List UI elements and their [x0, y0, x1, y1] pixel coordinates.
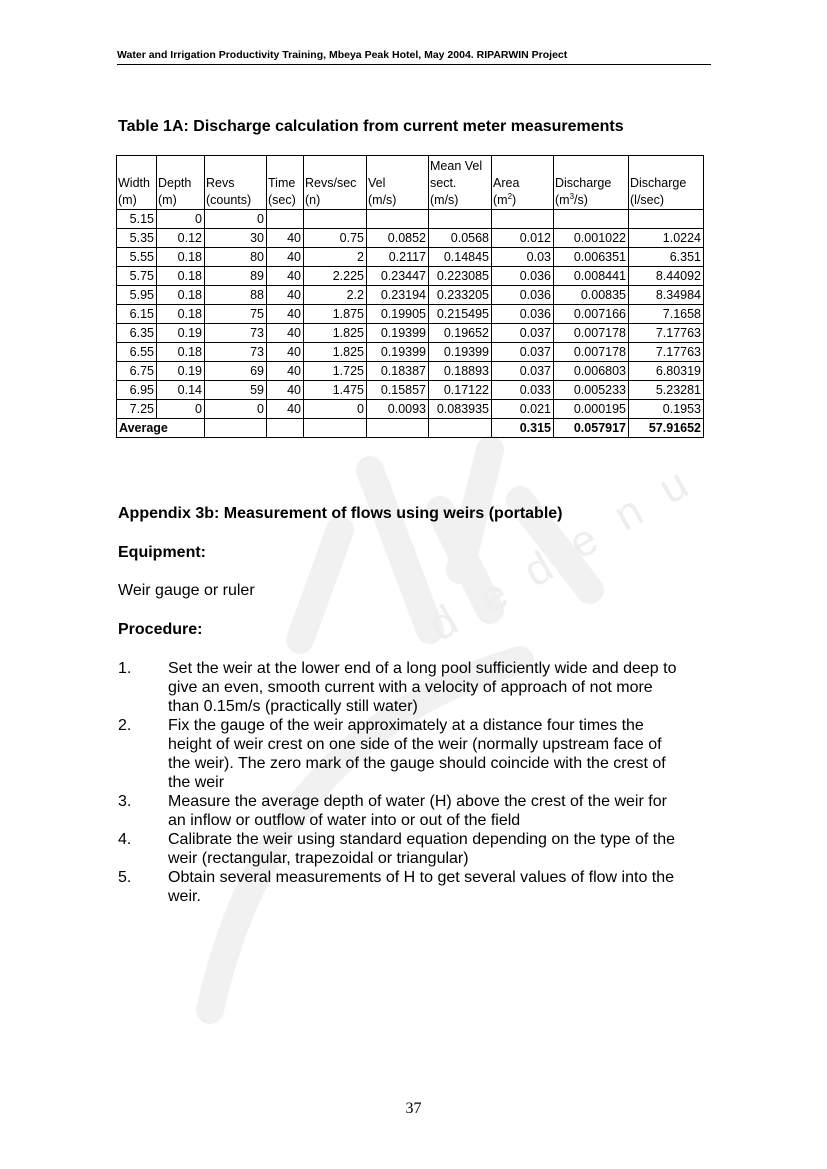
svg-text:e: e — [470, 568, 517, 624]
table-cell: 0.0093 — [367, 400, 429, 419]
table-cell: 0.007166 — [554, 305, 629, 324]
table-cell: 0.18 — [157, 248, 205, 267]
column-header-line2: sect. — [430, 176, 457, 190]
step-number: 4. — [118, 831, 132, 848]
table-cell: 73 — [205, 324, 267, 343]
table-cell: 89 — [205, 267, 267, 286]
step-text-line: weir (rectangular, trapezoidal or triangular) — [168, 850, 469, 867]
column-header — [117, 156, 157, 210]
table-cell — [367, 210, 429, 229]
unit-exponent: 3 — [569, 191, 575, 201]
step-text-line: an inflow or outflow of water into or out of the field — [168, 812, 521, 829]
table-cell: 5.55 — [117, 248, 157, 267]
table-cell: 40 — [267, 229, 304, 248]
table-cell: 6.95 — [117, 381, 157, 400]
step-text-line: the weir). The zero mark of the gauge should coincide with the crest of — [168, 755, 666, 772]
table-cell: 0.021 — [492, 400, 554, 419]
table-cell: 6.80319 — [629, 362, 704, 381]
table-cell — [205, 419, 267, 438]
table-cell: 0.036 — [492, 286, 554, 305]
equipment-text: Weir gauge or ruler — [118, 582, 255, 599]
table-cell: 0.000195 — [554, 400, 629, 419]
table-cell: 40 — [267, 324, 304, 343]
column-header — [367, 156, 429, 210]
table-cell: 7.17763 — [629, 343, 704, 362]
table-cell: 0.03 — [492, 248, 554, 267]
column-header — [304, 156, 367, 210]
column-header — [629, 156, 704, 210]
table-cell — [267, 419, 304, 438]
table-cell — [492, 210, 554, 229]
step-text-line: Set the weir at the lower end of a long pool sufficiently wide and deep to — [168, 660, 677, 677]
table-cell: 0.036 — [492, 267, 554, 286]
table-row — [117, 400, 704, 419]
step-text-line: Calibrate the weir using standard equation depending on the type of the — [168, 831, 676, 848]
table-row — [117, 305, 704, 324]
table-cell: 40 — [267, 248, 304, 267]
step-number: 2. — [118, 717, 132, 734]
table-cell: 0.083935 — [429, 400, 492, 419]
table-cell: 0.23194 — [367, 286, 429, 305]
column-header-line1 — [158, 158, 202, 175]
column-header-line3: (n) — [305, 193, 321, 207]
table-cell: 80 — [205, 248, 267, 267]
table-cell: 88 — [205, 286, 267, 305]
table-cell: 7.25 — [117, 400, 157, 419]
table-cell: 6.75 — [117, 362, 157, 381]
table-cell: 30 — [205, 229, 267, 248]
table-cell: 40 — [267, 400, 304, 419]
column-header — [554, 156, 629, 210]
table-cell: 0.18 — [157, 343, 205, 362]
table-cell: 0.12 — [157, 229, 205, 248]
table-cell: 0.00835 — [554, 286, 629, 305]
table-cell: 40 — [267, 343, 304, 362]
table-cell: 0.223085 — [429, 267, 492, 286]
procedure-step — [118, 868, 708, 906]
column-header-line2: Area — [493, 176, 520, 190]
table-cell: 40 — [267, 267, 304, 286]
column-header-line2: Width — [118, 176, 150, 190]
table-cell: 0 — [205, 210, 267, 229]
table-cell: 8.34984 — [629, 286, 704, 305]
table-cell: 2.2 — [304, 286, 367, 305]
table-cell: 2 — [304, 248, 367, 267]
table-cell: 0.033 — [492, 381, 554, 400]
table-cell: 0.007178 — [554, 343, 629, 362]
column-header-line1 — [368, 158, 426, 175]
table-cell: 0.037 — [492, 324, 554, 343]
column-header — [205, 156, 267, 210]
table-cell: 0.15857 — [367, 381, 429, 400]
table-row — [117, 286, 704, 305]
table-cell — [629, 210, 704, 229]
table-cell: 0.18 — [157, 267, 205, 286]
table-cell: 0.037 — [492, 362, 554, 381]
procedure-heading: Procedure: — [118, 621, 203, 638]
procedure-list — [118, 659, 708, 906]
step-text-line: the weir — [168, 774, 225, 791]
table-cell: 0.006351 — [554, 248, 629, 267]
step-text-line: Measure the average depth of water (H) above the crest of the weir for — [168, 793, 667, 810]
column-header-line2: Discharge — [630, 176, 687, 190]
table-row — [117, 210, 704, 229]
table-cell: 0.14 — [157, 381, 205, 400]
column-header-line2: Depth — [158, 176, 192, 190]
table-row — [117, 324, 704, 343]
table-cell: 1.725 — [304, 362, 367, 381]
column-header-line2: Discharge — [555, 176, 612, 190]
table-cell — [367, 419, 429, 438]
table-cell: 7.17763 — [629, 324, 704, 343]
table-cell: 0.0852 — [367, 229, 429, 248]
table-cell: 0.006803 — [554, 362, 629, 381]
table-cell — [267, 210, 304, 229]
table-cell: 0.0568 — [429, 229, 492, 248]
table-cell: 0.005233 — [554, 381, 629, 400]
step-text-line: give an even, smooth current with a velocity of approach of not more — [168, 679, 653, 696]
step-text-line: Obtain several measurements of H to get several values of flow into the — [168, 869, 675, 886]
column-header-line3: (sec) — [268, 193, 296, 207]
table-cell: 0.18 — [157, 305, 205, 324]
page-number: 37 — [405, 1100, 422, 1117]
table-cell — [554, 210, 629, 229]
table-cell: 0.215495 — [429, 305, 492, 324]
table-cell: 0.19399 — [367, 324, 429, 343]
table-cell: 1.475 — [304, 381, 367, 400]
table-cell: 0.008441 — [554, 267, 629, 286]
column-header — [157, 156, 205, 210]
table-cell: 0.19 — [157, 324, 205, 343]
table-cell: 0 — [304, 400, 367, 419]
table-cell: 0.18893 — [429, 362, 492, 381]
column-header-line3: $(m^2)$ — [493, 191, 517, 207]
table-cell: 0 — [157, 210, 205, 229]
discharge-table — [116, 155, 704, 438]
column-header-line3: (m/s) — [430, 193, 459, 207]
unit-exponent: 2 — [507, 191, 513, 201]
step-text-line: height of weir crest on one side of the weir (normally upstream face of — [168, 736, 662, 753]
table-cell: 1.825 — [304, 343, 367, 362]
column-header-line1 — [206, 158, 264, 175]
table-cell: 0.19399 — [367, 343, 429, 362]
step-number: 5. — [118, 869, 132, 886]
svg-text:u: u — [650, 458, 697, 514]
table-cell: 0.037 — [492, 343, 554, 362]
table-cell: 6.55 — [117, 343, 157, 362]
step-text-line: Fix the gauge of the weir approximately at a distance four times the — [168, 717, 644, 734]
table-row — [117, 267, 704, 286]
column-header — [267, 156, 304, 210]
svg-text:e: e — [560, 513, 607, 569]
table-cell: 69 — [205, 362, 267, 381]
table-cell: 6.351 — [629, 248, 704, 267]
column-header — [429, 156, 492, 210]
table-cell: 40 — [267, 305, 304, 324]
table-cell: 40 — [267, 381, 304, 400]
table-cell: 2.225 — [304, 267, 367, 286]
table-cell: 0.23447 — [367, 267, 429, 286]
table-cell: 0.233205 — [429, 286, 492, 305]
average-value: 0.315 — [492, 419, 554, 438]
column-header-line1 — [118, 158, 154, 175]
table-cell: 0.007178 — [554, 324, 629, 343]
column-header-line2: Vel — [368, 176, 386, 190]
table-row — [117, 362, 704, 381]
procedure-step — [118, 792, 708, 830]
column-header-line3: $(m^3/s)$ — [555, 191, 588, 207]
table-cell: 0.001022 — [554, 229, 629, 248]
column-header-line1: Mean Vel — [430, 159, 483, 173]
table-cell — [429, 210, 492, 229]
table-cell: 5.75 — [117, 267, 157, 286]
procedure-step — [118, 659, 708, 716]
column-header-line3: (m/s) — [368, 193, 397, 207]
table-cell: 40 — [267, 362, 304, 381]
table-cell: 0.012 — [492, 229, 554, 248]
table-cell: 0.19905 — [367, 305, 429, 324]
svg-text:n: n — [605, 485, 652, 541]
step-text-line: than 0.15m/s (practically still water) — [168, 698, 418, 715]
column-header-line3: (l/sec) — [630, 193, 665, 207]
appendix-title: Appendix 3b: Measurement of flows using weirs (portable) — [118, 505, 563, 522]
table-cell: 5.35 — [117, 229, 157, 248]
table-cell: 7.1658 — [629, 305, 704, 324]
table-cell: 0.19652 — [429, 324, 492, 343]
procedure-step — [118, 716, 708, 792]
table-cell — [304, 419, 367, 438]
step-number: 1. — [118, 660, 132, 677]
table-cell: 0.2117 — [367, 248, 429, 267]
table-cell: 0.75 — [304, 229, 367, 248]
table-cell: 0.14845 — [429, 248, 492, 267]
procedure-step — [118, 830, 708, 868]
table-cell — [429, 419, 492, 438]
column-header-line1 — [630, 158, 701, 175]
table-header-row — [117, 156, 704, 210]
table-row — [117, 381, 704, 400]
table-cell: 75 — [205, 305, 267, 324]
equipment-heading: Equipment: — [118, 544, 206, 561]
column-header — [492, 156, 554, 210]
average-label: Average — [117, 419, 205, 438]
step-number: 3. — [118, 793, 132, 810]
table-cell: 5.23281 — [629, 381, 704, 400]
table-cell: 1.875 — [304, 305, 367, 324]
table-cell: 5.95 — [117, 286, 157, 305]
table-cell: 59 — [205, 381, 267, 400]
average-row — [117, 419, 704, 438]
table-cell: 0.18 — [157, 286, 205, 305]
table-cell: 0 — [205, 400, 267, 419]
average-value: 0.057917 — [554, 419, 629, 438]
svg-text:d: d — [420, 595, 467, 651]
table-cell: 40 — [267, 286, 304, 305]
table-cell: 0.18387 — [367, 362, 429, 381]
column-header-line1 — [493, 158, 551, 175]
table-cell: 6.15 — [117, 305, 157, 324]
table-row — [117, 343, 704, 362]
table-cell: 1.0224 — [629, 229, 704, 248]
column-header-line2: Time — [268, 176, 296, 190]
table-cell: 0.19399 — [429, 343, 492, 362]
table-cell: 0.1953 — [629, 400, 704, 419]
column-header-line2: Revs — [206, 176, 235, 190]
column-header-line3: (m) — [118, 193, 137, 207]
table-title: Table 1A: Discharge calculation from current meter measurements — [118, 118, 624, 135]
table-cell: 0.036 — [492, 305, 554, 324]
table-cell — [304, 210, 367, 229]
table-cell: 8.44092 — [629, 267, 704, 286]
column-header-line1 — [268, 158, 301, 175]
column-header-line1 — [305, 158, 364, 175]
column-header-line2: Revs/sec — [305, 176, 357, 190]
table-cell: 6.35 — [117, 324, 157, 343]
table-row — [117, 229, 704, 248]
column-header-line3: (counts) — [206, 193, 252, 207]
column-header-line1 — [555, 158, 626, 175]
table-cell: 0 — [157, 400, 205, 419]
step-text-line: weir. — [168, 888, 201, 905]
table-cell: 73 — [205, 343, 267, 362]
table-cell: 0.17122 — [429, 381, 492, 400]
table-cell: 0.19 — [157, 362, 205, 381]
table-row — [117, 248, 704, 267]
table-cell: 5.15 — [117, 210, 157, 229]
svg-text:d: d — [515, 541, 562, 597]
column-header-line3: (m) — [158, 193, 177, 207]
table-cell: 1.825 — [304, 324, 367, 343]
running-header: Water and Irrigation Productivity Training, Mbeya Peak Hotel, May 2004. RIPARWIN Project — [117, 49, 711, 65]
average-value: 57.91652 — [629, 419, 704, 438]
